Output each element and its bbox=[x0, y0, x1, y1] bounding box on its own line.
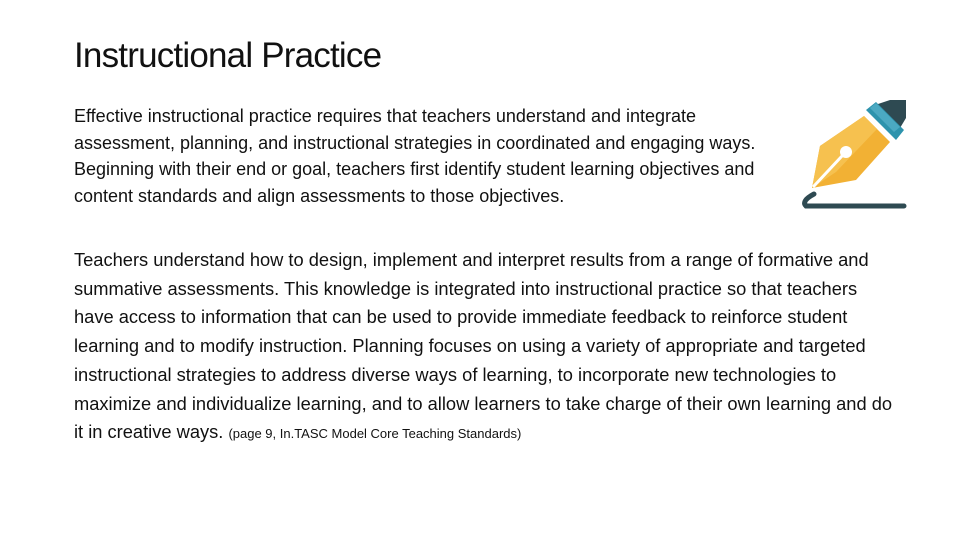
body-paragraph bbox=[74, 246, 894, 447]
body-text: Teachers understand how to design, implement and interpret results from a range of formative and summative assessments. This knowledge is integrated into instructional practice so that teachers have access to information that can be used to provide immediate feedback to reinforce student learning and to modify instruction. Planning focuses on using a variety of appropriate and targeted instructional strategies to address diverse ways of learning, to incorporate new technologies to maximize and individualize learning, and to allow learners to take charge of their own learning and do it in creative ways. bbox=[74, 249, 893, 443]
citation: (page 9, In.TASC Model Core Teaching Standards) bbox=[228, 426, 522, 442]
intro-paragraph: Effective instructional practice requires that teachers understand and integrate assessment, planning, and instructional strategies in coordinated and engaging ways. Beginning with their end or goal, teachers first identify student learning objectives and content standards and align assessments to those objectives. bbox=[74, 106, 756, 206]
nib-hole bbox=[840, 146, 852, 158]
pen-stroke-line bbox=[805, 194, 904, 206]
fountain-pen-icon bbox=[796, 96, 910, 212]
slide-title: Instructional Practice bbox=[74, 36, 382, 75]
